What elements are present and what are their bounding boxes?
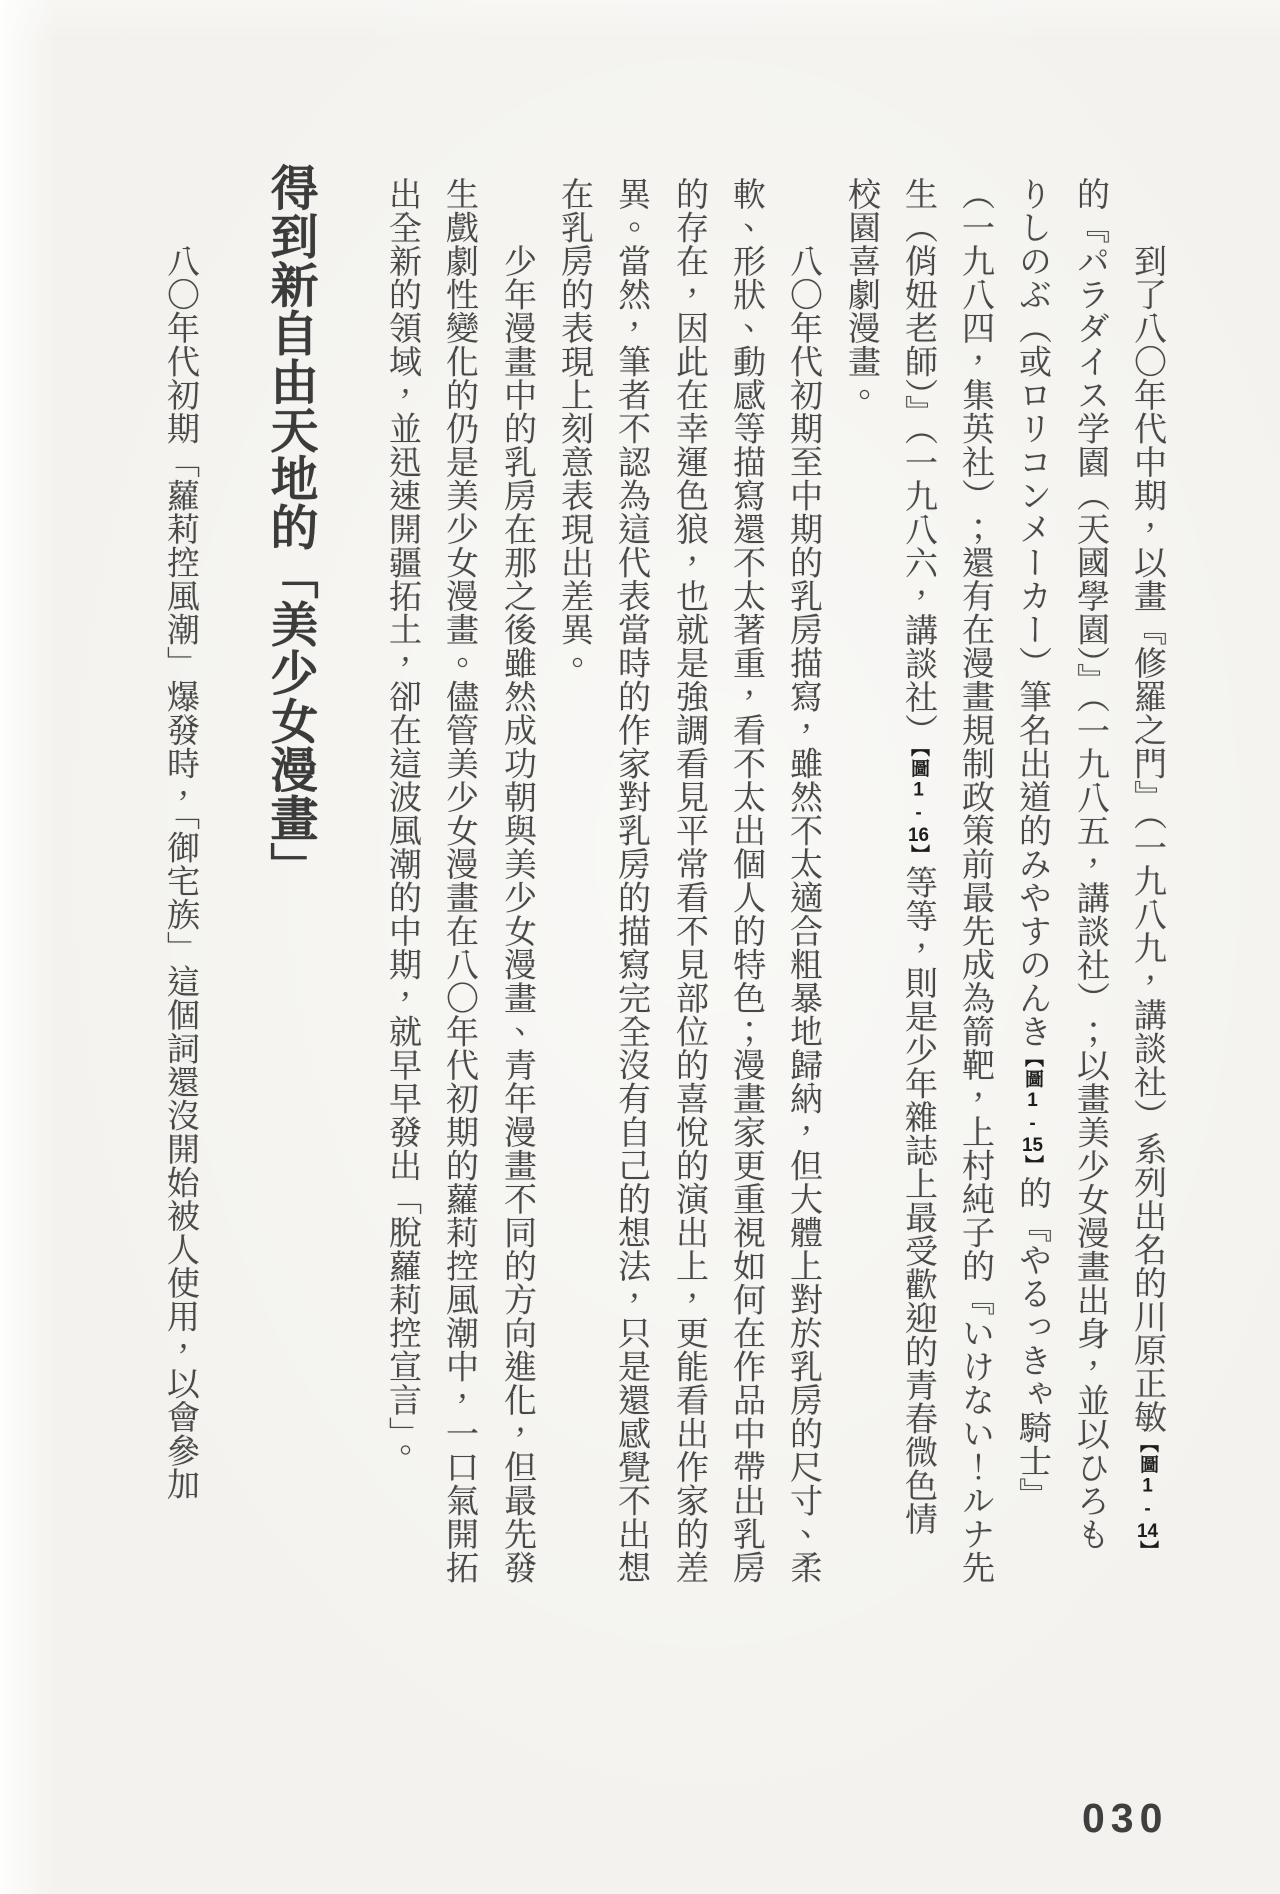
text-column: 到了八〇年代中期，以畫『修羅之門』（一九八九，講談社）系列出名的川原正敏【圖1-14】 — [1129, 244, 1165, 1562]
text-column: 八〇年代初期「蘿莉控風潮」爆發時，「御宅族」這個詞還沒開始被人使用，以會參加 — [162, 244, 198, 1501]
section-heading: 得到新自由天地的「美少女漫畫」 — [263, 163, 316, 891]
text-column: 的存在，因此在幸運色狼，也就是強調看見平常看不見部位的喜悅的演出上，更能看出作家的差 — [671, 177, 707, 1584]
figure-ref-marker: 【圖1-16】 — [908, 747, 929, 866]
text-column: 生戲劇性變化的仍是美少女漫畫。儘管美少女漫畫在八〇年代初期的蘿莉控風潮中，一口氣開拓 — [441, 177, 477, 1584]
figure-ref-marker: 【圖1-14】 — [1137, 1433, 1158, 1562]
text-column: 少年漫畫中的乳房在那之後雖然成功朝與美少女漫畫、青年漫畫不同的方向進化，但最先發 — [499, 244, 535, 1584]
text-column: 軟、形狀、動感等描寫還不太著重，看不太出個人的特色；漫畫家更重視如何在作品中帶出乳房 — [728, 177, 764, 1584]
text-column: 異。當然，筆者不認為這代表當時的作家對乳房的描寫完全沒有自己的想法，只是還感覺不出想 — [613, 177, 649, 1584]
text-column: 八〇年代初期至中期的乳房描寫，雖然不太適合粗暴地歸納，但大體上對於乳房的尺寸、柔 — [785, 244, 821, 1584]
text-column: りしのぶ（或ロリコンメーカー）筆名出道的みやすのんき【圖1-15】的『やるっきゃ騎士』 — [1014, 177, 1050, 1511]
figure-ref-marker: 【圖1-15】 — [1022, 1048, 1043, 1176]
text-column: 的『パラダイス学園（天國學園）』（一九八五，講談社）；以畫美少女漫畫出身，並以ひろも — [1072, 177, 1108, 1551]
text-column: 生（俏妞老師）』（一九八六，講談社）【圖1-16】等等，則是少年雜誌上最受歡迎的青春微色情 — [900, 177, 936, 1536]
text-column: 在乳房的表現上刻意表現出差異。 — [556, 177, 592, 680]
page-number: 030 — [1082, 1795, 1169, 1841]
text-column: （一九八四，集英社）；還有在漫畫規制政策前最先成為箭靶，上村純子的『いけない！ルナ先 — [957, 177, 993, 1584]
text-column: 出全新的領域，並迅速開疆拓土，卻在這波風潮的中期，就早早發出「脫蘿莉控宣言」。 — [384, 177, 420, 1467]
text-column: 校園喜劇漫畫。 — [843, 177, 879, 412]
